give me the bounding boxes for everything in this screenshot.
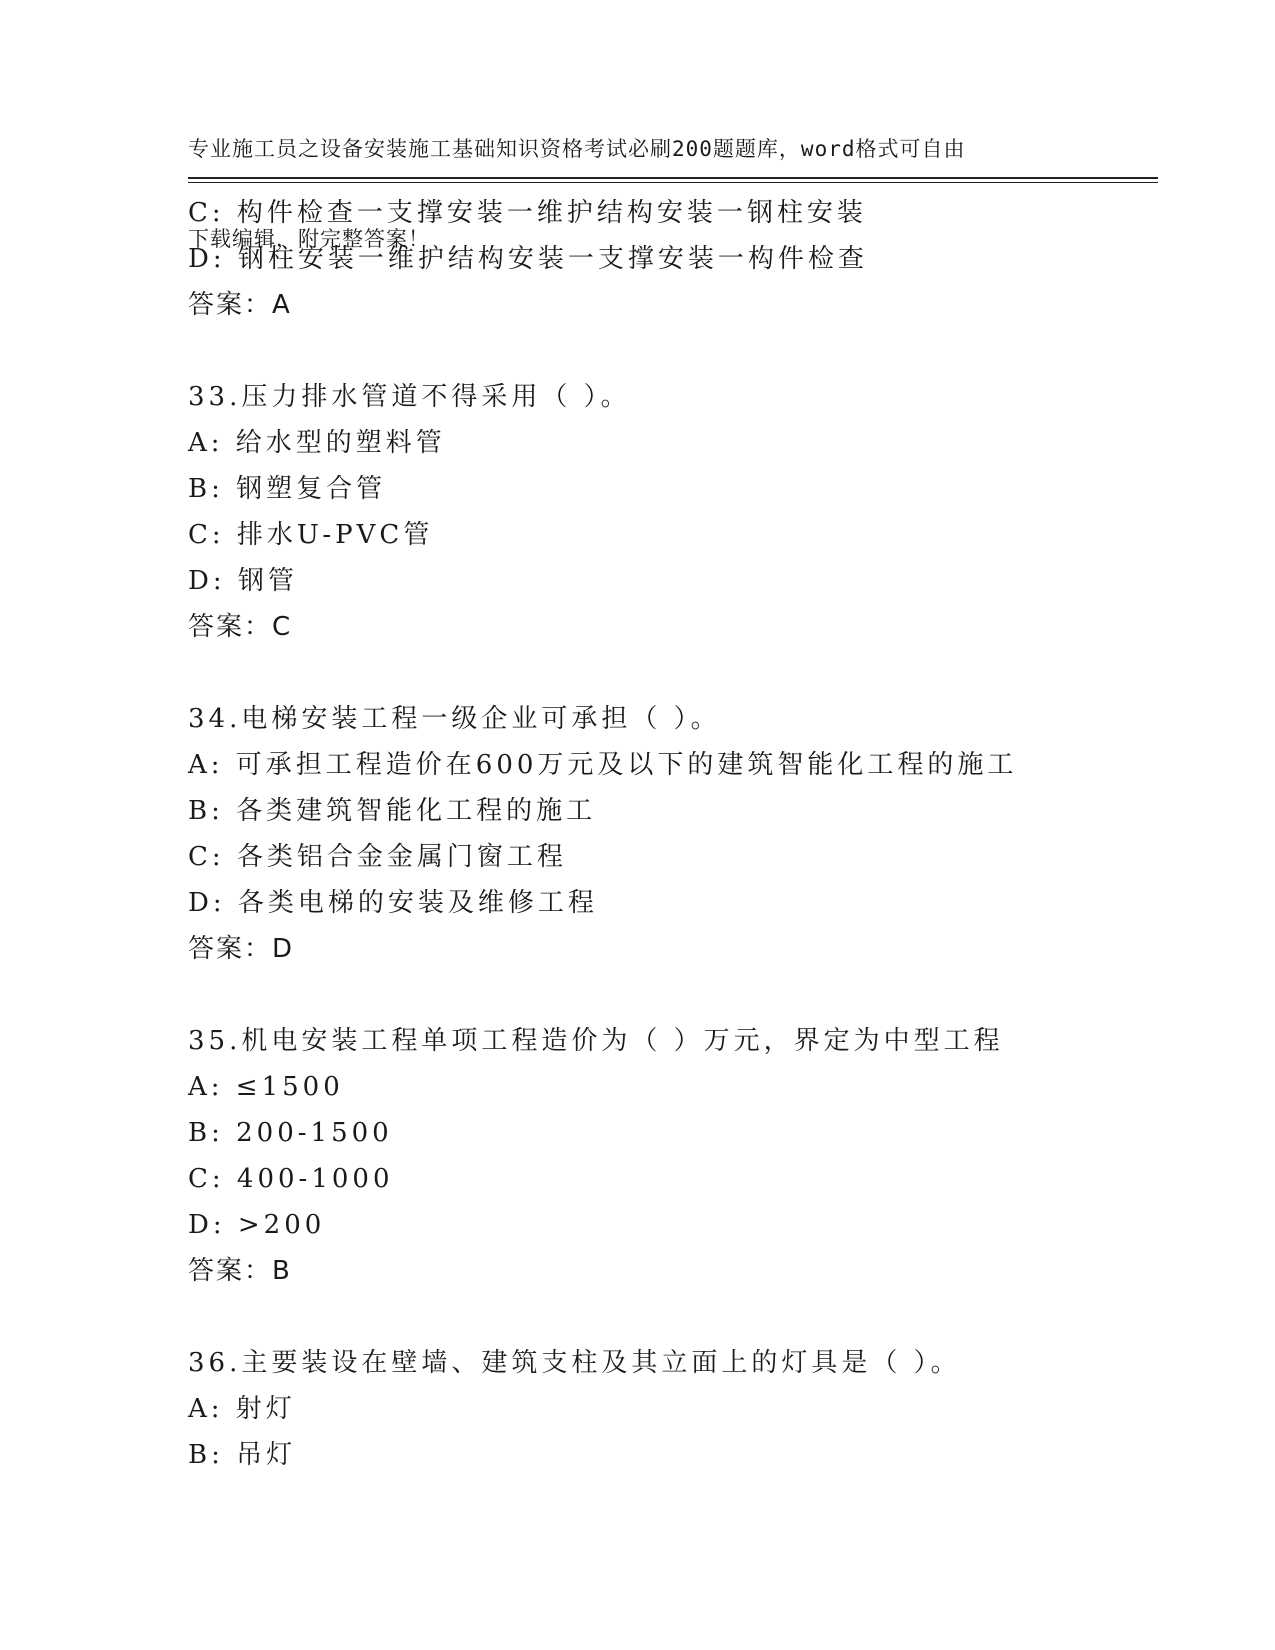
question-36 [188, 1340, 1188, 1478]
answer: 答案：C [188, 612, 293, 642]
option-b: B: 钢塑复合管 [188, 474, 387, 504]
option-d: D: >200 [188, 1210, 326, 1240]
option-d: D: 各类电梯的安装及维修工程 [188, 888, 598, 918]
option-a: A: ≤1500 [188, 1072, 344, 1102]
question-33 [188, 374, 1188, 650]
answer: 答案：A [188, 290, 292, 320]
option-c: C: 各类铝合金金属门窗工程 [188, 842, 567, 872]
answer: 答案：B [188, 1256, 292, 1286]
header-divider [188, 177, 1158, 179]
question-stem: 36.主要装设在壁墙、建筑支柱及其立面上的灯具是（ ）。 [188, 1348, 961, 1378]
header-divider-thin [188, 182, 1158, 183]
question-stem: 33.压力排水管道不得采用（ ）。 [188, 382, 631, 412]
question-stem: 35.机电安装工程单项工程造价为（ ）万元，界定为中型工程 [188, 1026, 1004, 1056]
option-a: A: 给水型的塑料管 [188, 428, 446, 458]
question-list [188, 190, 1188, 1478]
question-34 [188, 696, 1188, 972]
option-b: B: 200-1500 [188, 1118, 393, 1148]
option-d: D: 钢柱安装一维护结构安装一支撑安装一构件检查 [188, 244, 868, 274]
header-line-1: 专业施工员之设备安装施工基础知识资格考试必刷200题题库，word格式可自由 [188, 137, 966, 161]
option-b: B: 吊灯 [188, 1440, 297, 1470]
option-d: D: 钢管 [188, 566, 298, 596]
option-c: C: 400-1000 [188, 1164, 394, 1194]
question-32-continued [188, 190, 1188, 328]
option-a: A: 射灯 [188, 1394, 296, 1424]
question-stem: 34.电梯安装工程一级企业可承担（ ）。 [188, 704, 721, 734]
header-line-2: 下载编辑，附完整答案！ [188, 227, 430, 251]
option-c: C: 排水U-PVC管 [188, 520, 434, 550]
option-b: B: 各类建筑智能化工程的施工 [188, 796, 597, 826]
option-c: C: 构件检查一支撑安装一维护结构安装一钢柱安装 [188, 198, 867, 228]
question-35 [188, 1018, 1188, 1294]
answer: 答案：D [188, 934, 295, 964]
option-a: A: 可承担工程造价在600万元及以下的建筑智能化工程的施工 [188, 750, 1018, 780]
